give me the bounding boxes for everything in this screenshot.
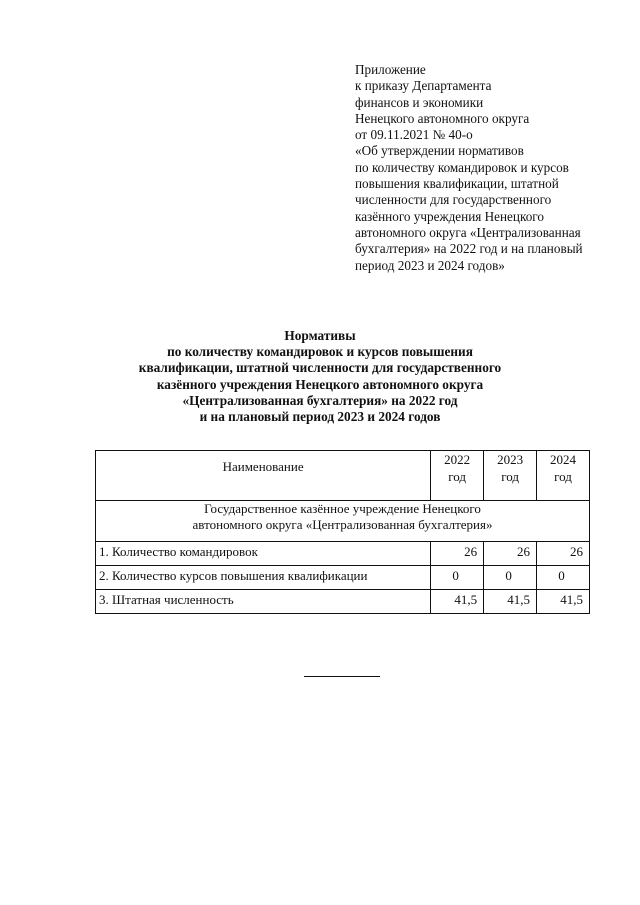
row-value-cell: 0 — [431, 566, 484, 590]
table-header-row — [96, 451, 590, 501]
appendix-line: период 2023 и 2024 годов» — [355, 257, 505, 273]
row-value-cell: 26 — [537, 542, 590, 566]
appendix-line: численности для государственного — [355, 192, 552, 208]
appendix-line: Приложение — [355, 62, 426, 77]
header-year-unit: год — [448, 469, 467, 484]
organization-line: автономного округа «Централизованная бухгалтерия» — [192, 517, 493, 532]
organization-cell — [96, 501, 590, 542]
title-line: квалификации, штатной численности для государственного — [138, 360, 502, 376]
header-year-cell — [537, 451, 590, 501]
appendix-block — [355, 62, 625, 274]
appendix-line: бухгалтерия» на 2022 год и на плановый — [355, 241, 583, 257]
organization-row — [96, 501, 590, 542]
appendix-line: от 09.11.2021 № 40-о — [355, 127, 473, 143]
row-value-cell: 0 — [537, 566, 590, 590]
header-year-cell — [431, 451, 484, 501]
appendix-line: финансов и экономики — [355, 94, 484, 110]
row-value-cell: 0 — [484, 566, 537, 590]
appendix-line: автономного округа «Централизованная — [355, 224, 581, 240]
appendix-line: по количеству командировок и курсов — [355, 159, 569, 175]
table-row — [96, 590, 590, 614]
header-year: 2022 — [444, 452, 471, 467]
header-year: 2024 — [550, 452, 577, 467]
row-name-cell: 3. Штатная численность — [96, 590, 431, 614]
table-row — [96, 542, 590, 566]
row-name-cell: 1. Количество командировок — [96, 542, 431, 566]
organization-line: Государственное казённое учреждение Ненецкого — [204, 501, 481, 516]
header-year-cell — [484, 451, 537, 501]
title-line: «Централизованная бухгалтерия» на 2022 год — [182, 392, 458, 408]
row-value-cell: 26 — [431, 542, 484, 566]
appendix-line: к приказу Департамента — [355, 78, 492, 94]
row-name-cell: 2. Количество курсов повышения квалификации — [96, 566, 431, 590]
header-year-unit: год — [554, 469, 572, 484]
header-name-cell: Наименование — [96, 451, 431, 501]
appendix-line: «Об утверждении нормативов — [355, 143, 524, 159]
row-value-cell: 41,5 — [431, 590, 484, 614]
title-line: Нормативы — [284, 328, 356, 343]
row-value-cell: 41,5 — [484, 590, 537, 614]
header-year-unit: год — [501, 469, 519, 484]
table-row — [96, 566, 590, 590]
appendix-line: казённого учреждения Ненецкого — [355, 208, 544, 224]
row-value-cell: 26 — [484, 542, 537, 566]
title-line: и на плановый период 2023 и 2024 годов — [199, 409, 441, 425]
norms-table — [95, 450, 590, 614]
appendix-line: Ненецкого автономного округа — [355, 110, 530, 126]
closing-rule — [304, 676, 380, 677]
row-value-cell: 41,5 — [537, 590, 590, 614]
appendix-line: повышения квалификации, штатной — [355, 176, 559, 192]
title-line: по количеству командировок и курсов повышения — [167, 344, 473, 360]
title-line: казённого учреждения Ненецкого автономного округа — [156, 376, 484, 392]
document-title — [60, 328, 580, 425]
header-year: 2023 — [497, 452, 524, 467]
